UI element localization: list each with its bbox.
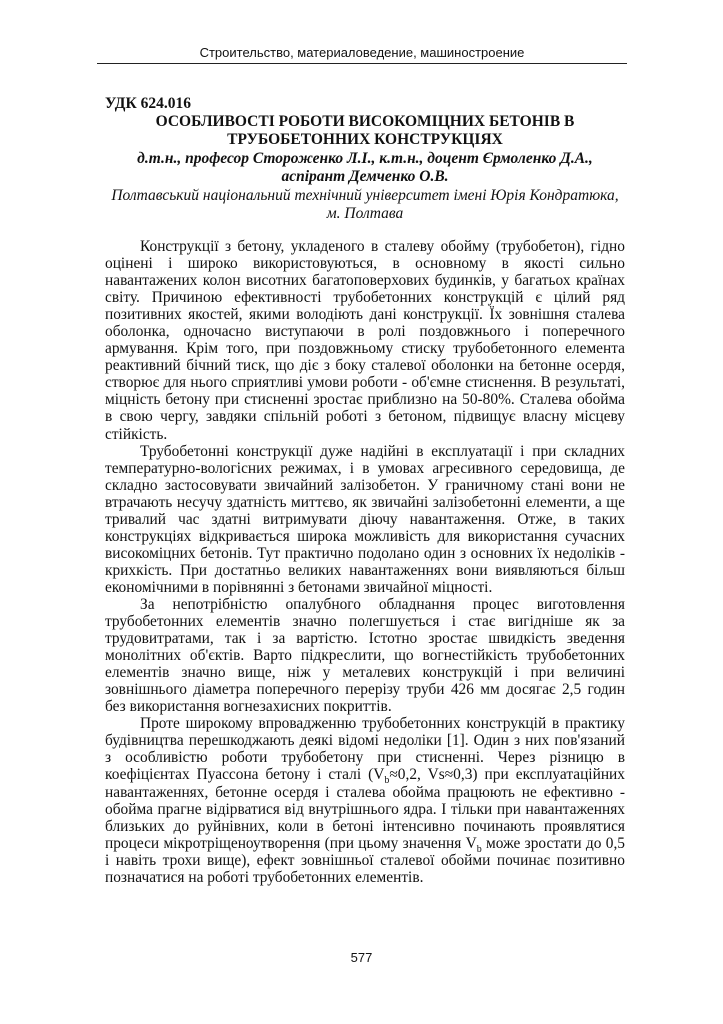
running-head: Строительство, материаловедение, машиностроение: [199, 45, 525, 60]
text-line: [105, 766, 625, 787]
text-segment: може зростати до 0,5: [481, 834, 625, 852]
page-number: 577: [350, 950, 373, 965]
text-line: світу. Причиною ефективності трубобетонних конструкцій є цілий ряд: [105, 289, 625, 307]
text-line: Трубобетонні конструкції дуже надійні в експлуатації і при складних: [140, 442, 625, 460]
text-line: обойма прагне відірватися від внутрішнього ядра. І тільки при навантаженнях: [105, 800, 625, 818]
udk-code: УДК 624.016: [105, 95, 191, 112]
text-line: навантаженнях, бетонне осердя і сталева обойма працюють не ефективно -: [105, 783, 625, 801]
text-line: будівництва перешкоджають деякі відомі недоліки [1]. Один з них пов'язаний: [105, 732, 625, 750]
title-line: ОСОБЛИВОСТІ РОБОТИ ВИСОКОМІЦНИХ БЕТОНІВ В: [155, 113, 575, 130]
text-line: втрачають несучу здатність миттєво, як звичайні залізобетонні елементи, а ще: [105, 493, 625, 511]
authors: [100, 150, 630, 186]
text-line: [105, 834, 625, 855]
text-line: економічними в порівнянні з бетонами звичайної міцності.: [105, 578, 493, 596]
text-line: реактивний бічний тиск, що діє з боку сталевої оболонки на бетонне осердя,: [105, 357, 625, 375]
text-line: монолітних об'єктів. Варто підкреслити, що вогнестійкість трубобетонних: [105, 647, 625, 665]
text-line: складно застосовувати звичайний залізобетон. У граничному стані вони не: [105, 476, 625, 494]
institution: [100, 187, 630, 223]
text-line: стійкість.: [105, 425, 168, 443]
paragraph: [105, 596, 625, 715]
article-body: [105, 238, 625, 886]
text-line: створює для нього сприятливі умови роботи - об'ємне стиснення. В результаті,: [105, 374, 625, 392]
text-line: конструкціях відкривається широка можливість для використання сучасних: [105, 527, 625, 545]
paragraph: [105, 238, 625, 443]
text-line: близьких до руйнівних, коли в бетоні інтенсивно починають проявлятися: [105, 817, 625, 835]
text-line: трудовитратами, так і за вартістю. Істотно зростає швидкість зведення: [105, 630, 625, 648]
text-line: трубобетонних елементів значно полегшується і стає вигідніше як за: [105, 613, 625, 631]
text-line: і навіть трохи вище), ефект зовнішньої сталевої обойми починає позитивно: [105, 851, 625, 869]
text-line: позитивних якостей, якими володіють дані конструкції. Їх зовнішня сталева: [105, 306, 625, 324]
institution-line: Полтавський національний технічний університет імені Юрія Кондратюка,: [111, 187, 619, 204]
text-line: За непотрібністю опалубного обладнання процес виготовлення: [140, 595, 625, 613]
authors-line: д.т.н., професор Стороженко Л.І., к.т.н., доцент Єрмоленко Д.А.,: [137, 150, 593, 167]
text-line: навантажених колон висотних багатоповерхових будинків, у багатьох країнах: [105, 272, 625, 290]
text-line: з особливістю роботи трубобетону при стисненні. Через різницю в: [105, 749, 625, 767]
text-line: оцінені і широко використовуються, в основному в якості сильно: [105, 255, 625, 273]
text-line: елементів значно вище, ніж у металевих конструкцій і при величині: [105, 664, 625, 682]
text-line: температурно-вологісних режимах, і в умовах агресивного середовища, де: [105, 459, 625, 477]
paragraph: [105, 443, 625, 596]
subscript: b: [384, 775, 390, 787]
institution-line: м. Полтава: [326, 205, 404, 222]
subscript: b: [476, 843, 482, 855]
text-line: Конструкції з бетону, укладеного в сталеву обойму (трубобетон), гідно: [140, 238, 625, 255]
text-line: армування. Крім того, при поздовжньому стиску трубобетонного елемента: [105, 340, 625, 358]
text-line: міцність бетону при стисненні зростає приблизно на 50-80%. Сталева обойма: [105, 391, 625, 409]
text-line: високоміцних бетонів. Тут практично подолано один з основних їх недоліків -: [105, 544, 625, 562]
header-rule: [97, 63, 627, 64]
text-line: Проте широкому впровадженню трубобетонних конструкцій в практику: [140, 715, 625, 733]
text-line: без використання вогнезахисних покриттів.: [105, 698, 392, 716]
title-line: ТРУБОБЕТОННИХ КОНСТРУКЦІЯХ: [227, 131, 503, 148]
text-segment: коефіцієнтах Пуассона бетону і сталі (V: [105, 766, 385, 784]
text-line: оболонка, одночасно виступаючи в ролі поздовжнього і поперечного: [105, 323, 625, 341]
text-line: зовнішнього діаметра поперечного перерізу труби 426 мм досягає 2,5 годин: [105, 681, 625, 699]
text-line: крихкість. При достатньо великих навантаженнях вони виявляються більш: [105, 561, 625, 579]
text-line: тривалий час здатні витримувати діючу навантаження. Отже, в таких: [105, 510, 625, 528]
text-segment: процеси мікротріщеноутворення (при цьому значення V: [105, 834, 477, 852]
article-title: [100, 113, 630, 149]
text-line: позначатися на роботі трубобетонних елементів.: [105, 868, 424, 886]
text-line: в свою чергу, завдяки спільній роботі з бетоном, підвищує власну місцеву: [105, 408, 625, 426]
text-segment: ≈0,2, Vs≈0,3) при експлуатаційних: [389, 766, 625, 784]
paragraph: [105, 715, 625, 885]
authors-line: аспірант Демченко О.В.: [281, 168, 449, 185]
